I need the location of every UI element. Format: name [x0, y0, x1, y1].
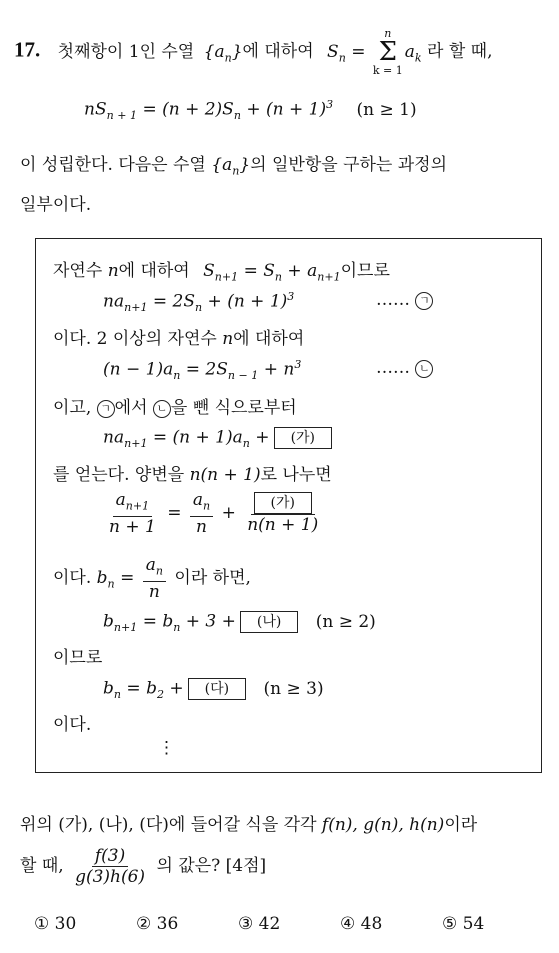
- equation-1-tag: …… ㄱ: [376, 290, 433, 310]
- sequence-notation: $\{a_n\}$: [203, 41, 243, 64]
- equation-2-tag: …… ㄴ: [376, 358, 433, 378]
- paragraph-line-2: 일부이다.: [20, 195, 92, 215]
- equation-1: $na_{n+1} = 2S_n + (n + 1)^3$: [103, 290, 295, 315]
- choice-2[interactable]: ② 36: [136, 914, 179, 934]
- fraction-equation: $\frac{a_{n+1}}{n + 1}$ = $\frac{a_n}{n}$ + $\frac{\text{(가)}}{n(n + 1)}$: [103, 490, 324, 537]
- box-line-11: 이므로: [53, 648, 103, 668]
- box-line-7: 를 얻는다. 양변을 n(n + 1)로 나누면: [53, 465, 332, 485]
- equation-3: $na_{n+1} = (n + 1)a_n$ + (가): [103, 427, 332, 450]
- choice-1[interactable]: ① 30: [34, 914, 77, 934]
- tag-circle-2-ref: ㄴ: [153, 400, 171, 418]
- recurrence-relation: $nS_{n + 1} = (n + 2)S_n + (n + 1)^3$ (n ≥ 1): [84, 98, 417, 123]
- fraction-bn: $\frac{a_n}{n}$: [143, 555, 166, 602]
- fraction-2: $\frac{a_n}{n}$: [190, 490, 213, 537]
- box-line-5: 이고, ㄱ 에서 ㄴ 을 뺀 식으로부터: [53, 398, 297, 418]
- intro-text-a: 첫째항이 1인 수열: [57, 41, 195, 62]
- tag-circle-1: ㄱ: [415, 292, 433, 310]
- blank-ga-frac: (가): [254, 492, 312, 514]
- blank-ga: (가): [274, 427, 332, 449]
- choice-5[interactable]: ⑤ 54: [442, 914, 485, 934]
- equation-2: $(n - 1)a_n = 2S_{n - 1} + n^3$: [103, 358, 302, 383]
- question-header: [14, 27, 493, 77]
- sequence-notation-2: $\{a_n\}$: [211, 155, 251, 178]
- footer-line-2: 할 때, $\frac{f(3)}{g(3)h(6)}$ 의 값은? [4점]: [20, 846, 267, 887]
- equation-5: $b_n = b_2$ + (다) (n ≥ 3): [103, 678, 324, 701]
- tag-circle-2: ㄴ: [415, 360, 433, 378]
- sigma-symbol: n Σ k = 1: [372, 27, 403, 77]
- intro-text-c: 라 할 때,: [427, 41, 493, 62]
- box-line-9: 이다. $b_n$ = $\frac{a_n}{n}$ 이라 하면,: [53, 555, 251, 603]
- tag-circle-1-ref: ㄱ: [97, 400, 115, 418]
- choice-4[interactable]: ④ 48: [340, 914, 383, 934]
- blank-da: (다): [188, 678, 246, 700]
- box-line-1: 자연수 n에 대하여 $S_{n+1} = S_n + a_{n+1}$이므로: [53, 261, 390, 284]
- paragraph-line-1: 이 성립한다. 다음은 수열 $\{a_n\}$의 일반항을 구하는 과정의: [20, 155, 448, 178]
- equation-4: $b_{n+1} = b_n + 3$ + (나) (n ≥ 2): [103, 611, 376, 634]
- vertical-ellipsis: ⋮: [158, 738, 175, 758]
- box-line-3: 이다. 2 이상의 자연수 n에 대하여: [53, 329, 305, 349]
- answer-fraction: $\frac{f(3)}{g(3)h(6)}$: [75, 846, 146, 887]
- box-line-13: 이다.: [53, 715, 92, 735]
- fraction-1: $\frac{a_{n+1}}{n + 1}$: [109, 490, 156, 538]
- question-number: 17.: [14, 37, 41, 62]
- sum-definition: $S_n$ = n Σ k = 1 $a_k$: [327, 27, 422, 77]
- intro-text-b: 에 대하여: [242, 41, 314, 62]
- footer-line-1: 위의 (가), (나), (다)에 들어갈 식을 각각 f(n), g(n), h(n)이라: [20, 815, 478, 835]
- blank-na: (나): [240, 611, 298, 633]
- choice-3[interactable]: ③ 42: [238, 914, 281, 934]
- fraction-3: $\frac{\text{(가)}}{n(n + 1)}$: [244, 492, 321, 535]
